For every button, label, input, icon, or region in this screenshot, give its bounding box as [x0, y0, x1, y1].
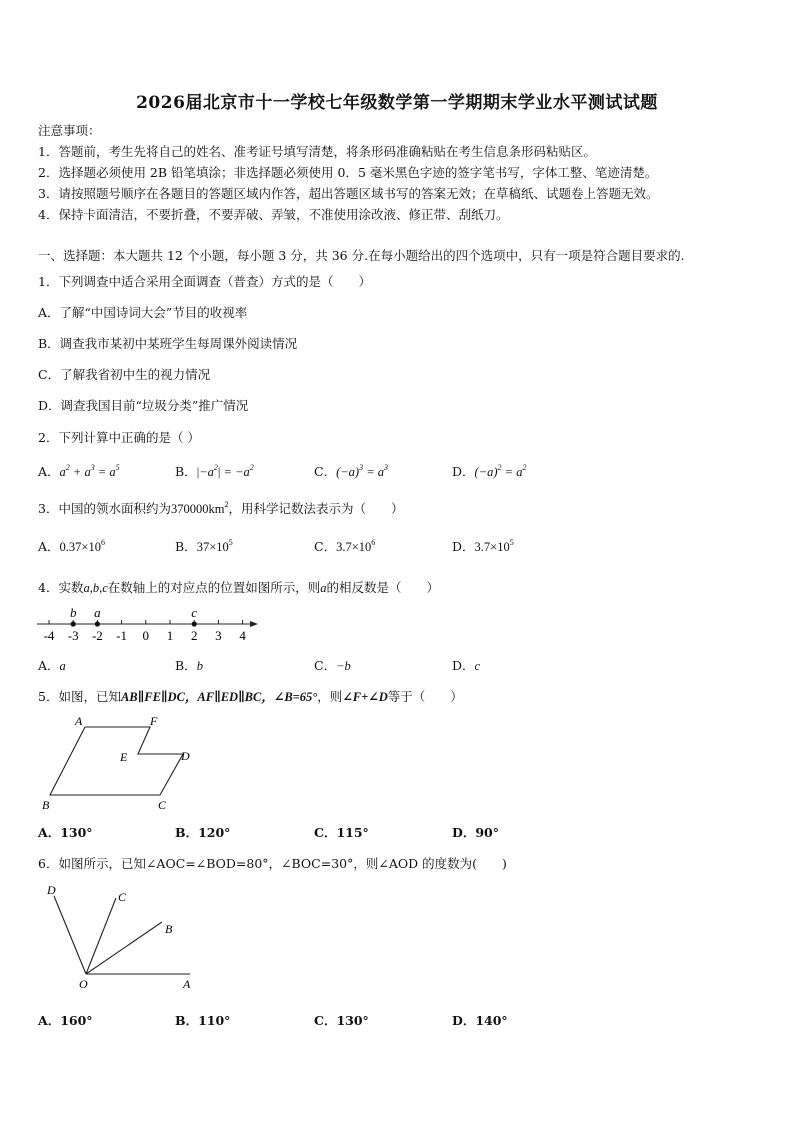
point-b [71, 621, 76, 626]
label-C: C [158, 798, 167, 812]
notice-heading: 注意事项： [38, 123, 101, 138]
q6-option-c: C．130° [314, 1013, 369, 1028]
q3-stem: 3．中国的领水面积约为$370000km^2$，用科学记数法表示为（ ） [38, 500, 404, 516]
q6-stem: 6．如图所示，已知∠AOC=∠BOD=80°，∠BOC=30°，则∠AOD 的度数为( ) [38, 856, 507, 871]
q2-option-a-math: $a^2 + a^3 = a^5$ [59, 463, 120, 479]
q5-option-a: A．130° [38, 825, 93, 840]
q2-option-b-math: $|-a^2| = -a^2$ [196, 463, 254, 479]
point-a [95, 621, 100, 626]
parallelogram-figure [38, 712, 208, 814]
axis-tick-label-4: 0 [142, 628, 150, 643]
point-label-a: a [94, 605, 101, 620]
axis-tick-label-6: 2 [190, 628, 198, 643]
q6-option-a: A．160° [38, 1013, 93, 1028]
q1-option-b: B．调查我市某初中某班学生每周课外阅读情况 [38, 336, 298, 351]
q2-option-c: C．$(-a)^3 = a^3$ [314, 463, 389, 479]
notice-item-1: 1．答题前，考生先将自己的姓名、准考证号填写清楚，将条形码准确粘贴在考生信息条形码粘贴区。 [38, 144, 596, 159]
axis-tick-label-5: 1 [166, 628, 174, 643]
label-A: A [183, 977, 191, 991]
q3-option-a: A．$0.37\times 10^6$ [38, 538, 105, 554]
point-label-c: c [191, 605, 198, 620]
page-title: 2026届北京市十一学校七年级数学第一学期期末学业水平测试试题 [136, 93, 658, 113]
q4-option-d: D．c [452, 658, 481, 673]
q2-stem: 2．下列计算中正确的是（ ） [38, 430, 200, 445]
q2-option-d: D．$(-a)^2 = a^2$ [452, 463, 527, 479]
q2-option-b: B．$|-a^2| = -a^2$ [175, 463, 254, 479]
q1-option-d: D．调查我国目前“垃圾分类”推广情况 [38, 398, 249, 413]
q6-option-d: D．140° [452, 1013, 508, 1028]
label-A: A [75, 714, 83, 728]
q4-stem: 4．实数a,b,c在数轴上的对应点的位置如图所示，则a的相反数是（ ） [38, 580, 440, 595]
q3-option-d: D．$3.7\times 10^5$ [452, 538, 514, 554]
axis-tick-label-7: 3 [215, 628, 222, 643]
point-c [192, 621, 197, 626]
q5-option-d: D．90° [452, 825, 499, 840]
q5-option-c: C．115° [314, 825, 369, 840]
angle-figure [38, 880, 203, 995]
q4-option-a: A．a [38, 658, 66, 673]
q6-option-b: B．110° [175, 1013, 231, 1028]
axis-tick-label-0: -4 [43, 628, 55, 643]
number-line-figure [34, 604, 266, 646]
notice-item-3: 3．请按照题号顺序在各题目的答题区域内作答，超出答题区域书写的答案无效；在草稿纸、试题卷上答题无效。 [38, 186, 659, 201]
axis-tick-label-8: 4 [239, 628, 246, 643]
label-C: C [118, 890, 127, 904]
q4-option-c: C．−b [314, 658, 351, 673]
label-B: B [42, 798, 50, 812]
q2-option-d-math: $(-a)^2 = a^2$ [474, 463, 527, 479]
q1-stem: 1．下列调查中适合采用全面调查（普查）方式的是（ ） [38, 274, 371, 289]
label-O: O [79, 977, 88, 991]
label-D: D [181, 749, 190, 763]
q2-option-a: A．$a^2 + a^3 = a^5$ [38, 463, 120, 479]
q4-option-b: B．b [175, 658, 203, 673]
q5-stem: 5．如图，已知AB∥FE∥DC，AF∥ED∥BC，∠B=65°，则∠F+∠D等于（ ） [38, 689, 463, 704]
point-label-b: b [69, 605, 77, 620]
axis-tick-label-1: -3 [67, 628, 79, 643]
label-E: E [120, 750, 128, 764]
section-heading: 一、选择题：本大题共 12 个小题，每小题 3 分，共 36 分.在每小题给出的四个选项中，只有一项是符合题目要求的. [38, 248, 685, 263]
axis-tick-label-3: -1 [116, 628, 128, 643]
q3-area-value: $370000km^2$ [170, 500, 229, 516]
label-D: D [47, 883, 56, 897]
notice-item-4: 4．保持卡面清洁，不要折叠，不要弄破、弄皱，不准使用涂改液、修正带、刮纸刀。 [38, 207, 509, 222]
label-F: F [150, 714, 158, 728]
notice-item-2: 2．选择题必须使用 2B 铅笔填涂；非选择题必须使用 0．5 毫米黑色字迹的签字笔书写，字体工整、笔迹清楚。 [38, 165, 658, 180]
q1-option-a: A．了解“中国诗词大会”节目的收视率 [38, 305, 248, 320]
q2-option-c-math: $(-a)^3 = a^3$ [336, 463, 389, 479]
q5-option-b: B．120° [175, 825, 231, 840]
q3-option-c: C．$3.7\times 10^6$ [314, 538, 376, 554]
axis-tick-label-2: -2 [91, 628, 103, 643]
label-B: B [165, 922, 173, 936]
q1-option-c: C．了解我省初中生的视力情况 [38, 367, 211, 382]
q3-option-b: B．$37\times 10^5$ [175, 538, 233, 554]
